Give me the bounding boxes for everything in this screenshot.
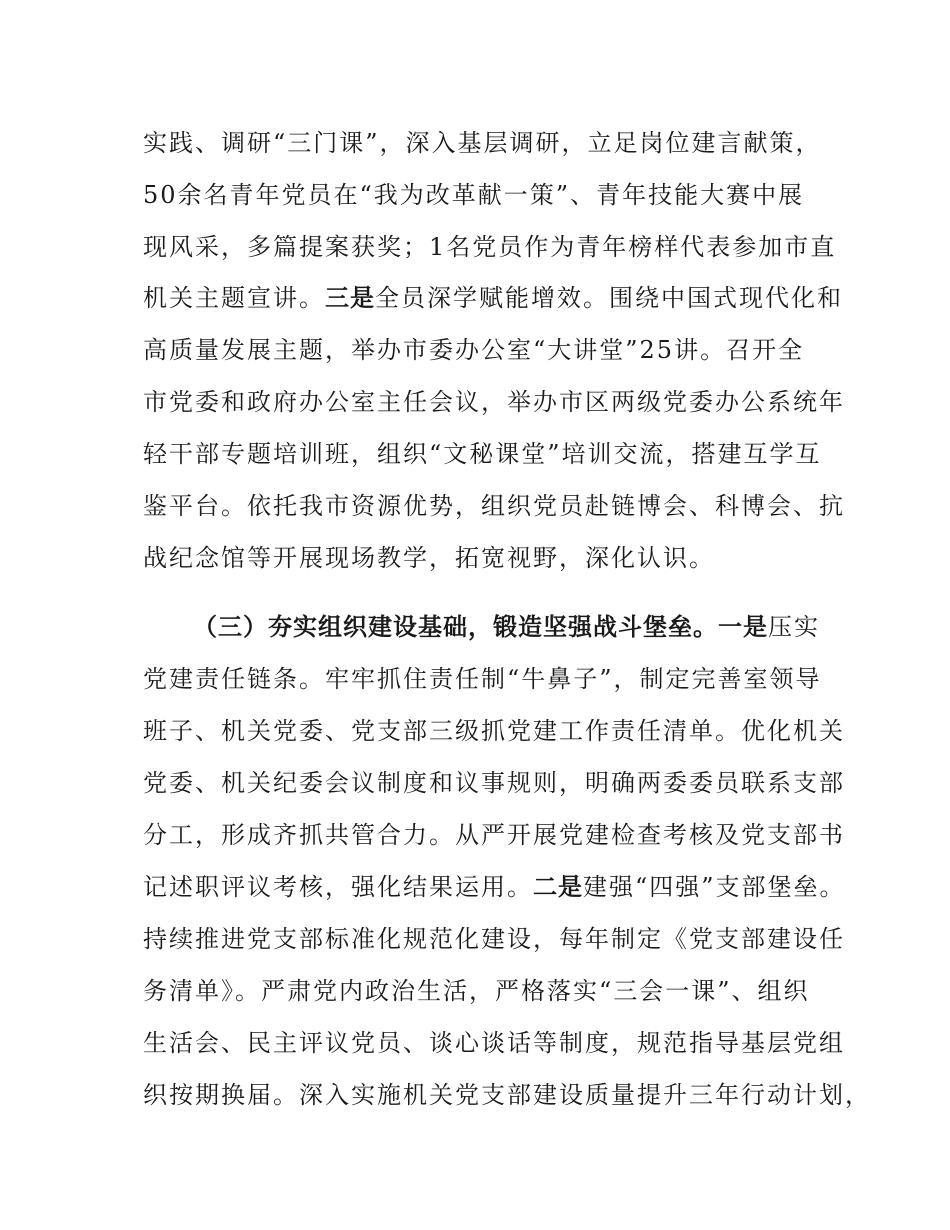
text-line [143, 171, 833, 219]
text-line [143, 223, 837, 271]
text-line [143, 482, 845, 530]
text-run: 压实 [768, 613, 820, 641]
text-line [143, 274, 843, 322]
text-line [143, 534, 833, 582]
text-run: 织按期换届。深入实施机关党支部建设质量提升三年行动计划， [143, 1081, 871, 1109]
text-line [143, 119, 833, 167]
text-line [143, 967, 833, 1015]
text-run: 市党委和政府办公室主任会议，举办市区两级党委办公系统年 [143, 388, 845, 416]
text-run: 全员深学赋能增效。围绕中国式现代化和 [375, 284, 843, 312]
text-run: 战纪念馆等开展现场教学，拓宽视野，深化认识。 [143, 544, 715, 572]
text-line [143, 378, 845, 426]
text-line [143, 1071, 871, 1119]
text-line [143, 1019, 845, 1067]
text-run: 轻干部专题培训班，组织“文秘课堂”培训交流，搭建互学互 [143, 440, 822, 468]
text-line [143, 707, 845, 755]
text-line [143, 863, 846, 911]
section-heading: （三）夯实组织建设基础，锻造坚强战斗堡垒。一是 [193, 613, 768, 641]
text-run: 鉴平台。依托我市资源优势，组织党员赴链博会、科博会、抗 [143, 492, 845, 520]
text-line [143, 915, 845, 963]
section-heading-line [193, 603, 883, 651]
text-run: 生活会、民主评议党员、谈心谈话等制度，规范指导基层党组 [143, 1029, 845, 1057]
emphasis-run: 二是 [533, 873, 583, 901]
text-run: 现风采，多篇提案获奖；1名党员作为青年榜样代表参加市直 [143, 233, 837, 261]
text-line [143, 811, 845, 859]
text-run: 分工，形成齐抓共管合力。从严开展党建检查考核及党支部书 [143, 821, 845, 849]
text-run: 持续推进党支部标准化规范化建设，每年制定《党支部建设任 [143, 925, 845, 953]
text-line [143, 655, 833, 703]
text-run: 建强“四强”支部堡垒。 [583, 873, 846, 901]
text-line [143, 326, 833, 374]
text-run: 党委、机关纪委会议制度和议事规则，明确两委委员联系支部 [143, 769, 845, 797]
text-run: 高质量发展主题，举办市委办公室“大讲堂”25讲。召开全 [143, 336, 805, 364]
text-run: 50余名青年党员在“我为改革献一策”、青年技能大赛中展 [143, 181, 805, 209]
text-run: 务清单》。严肃党内政治生活，严格落实“三会一课”、组织 [143, 977, 810, 1005]
text-run: 党建责任链条。牢牢抓住责任制“牛鼻子”，制定完善室领导 [143, 665, 822, 693]
text-line [143, 430, 833, 478]
emphasis-run: 三是 [325, 284, 375, 312]
text-run: 班子、机关党委、党支部三级抓党建工作责任清单。优化机关 [143, 717, 845, 745]
text-line [143, 759, 845, 807]
text-run: 记述职评议考核，强化结果运用。 [143, 873, 533, 901]
text-run: 机关主题宣讲。 [143, 284, 325, 312]
text-run: 实践、调研“三门课”，深入基层调研，立足岗位建言献策， [143, 129, 822, 157]
